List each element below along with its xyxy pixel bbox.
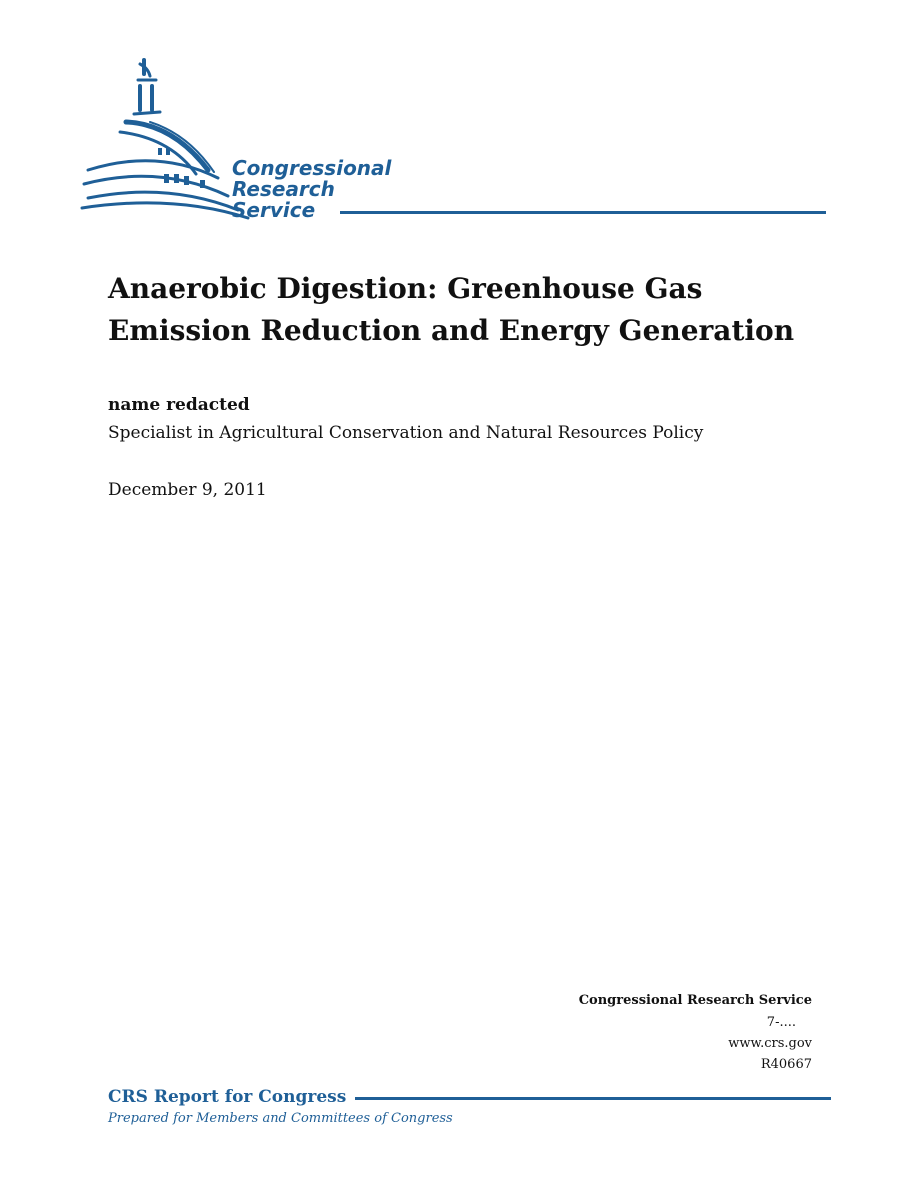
report-number: R40667 — [760, 1057, 812, 1072]
publication-date: December 9, 2011 — [108, 480, 267, 500]
footer-title: CRS Report for Congress — [108, 1087, 347, 1107]
author-role: Specialist in Agricultural Conservation and Natural Resources Policy — [108, 423, 704, 443]
publisher-block — [492, 990, 812, 1075]
publisher-org: Congressional Research Service — [578, 993, 812, 1008]
logo-word-service: Service — [232, 198, 316, 222]
logo-word-research: Research — [232, 177, 335, 201]
publisher-website[interactable]: www.crs.gov — [728, 1036, 812, 1051]
author-name: name redacted — [108, 395, 250, 415]
header-rule — [340, 211, 826, 214]
logo-word-congressional: Congressional — [232, 156, 392, 180]
footer-rule — [355, 1097, 831, 1100]
footer-subtitle: Prepared for Members and Committees of Congress — [108, 1111, 453, 1126]
document-title: Anaerobic Digestion: Greenhouse Gas Emission Reduction and Energy Generation — [108, 272, 795, 347]
publisher-phone: 7-.... — [766, 1015, 796, 1030]
